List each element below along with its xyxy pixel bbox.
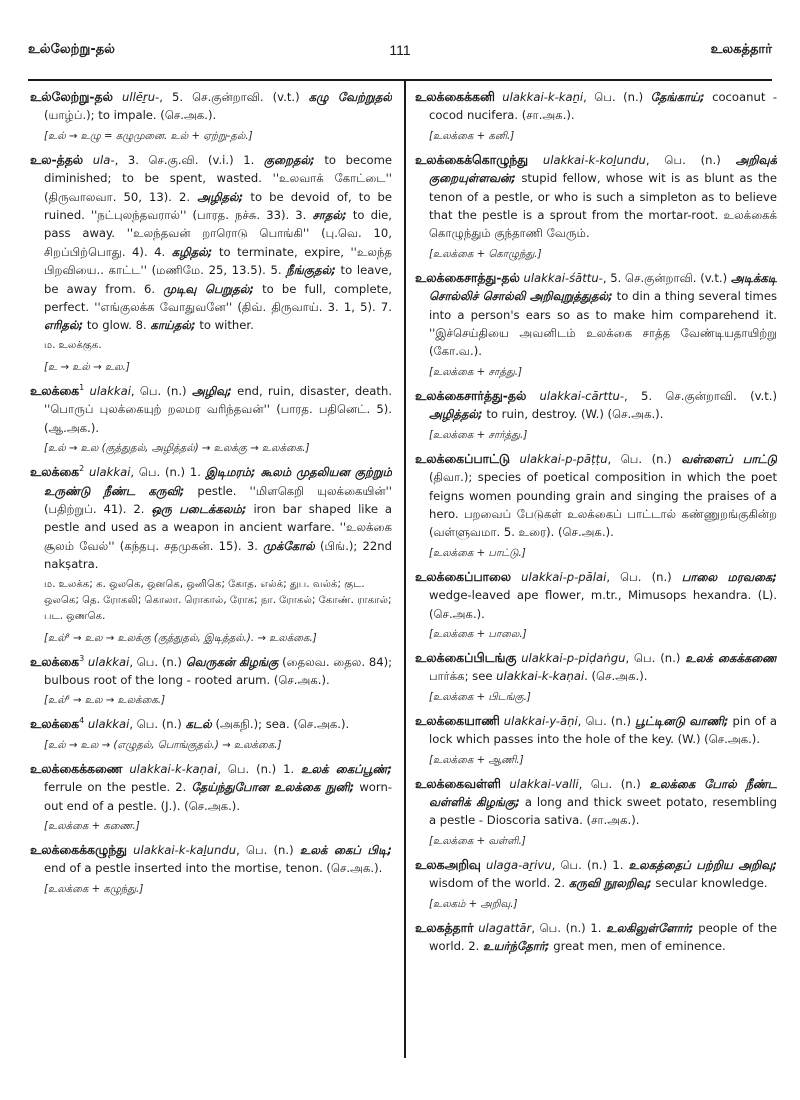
headword: உலக்கைசார்த்து-தல் xyxy=(415,387,527,403)
headword: உலக்கையாணி xyxy=(415,712,500,728)
entry-body xyxy=(30,760,392,815)
headword: உலகஅறிவு xyxy=(415,856,481,872)
entry-body xyxy=(415,712,777,749)
definition-text: to be full, complete, perfect. ''எங்குலக்க வோதுவனே'' (திவ். திருவாய். 3. 1, 5). 7. xyxy=(44,281,392,315)
headword: உலக்கை xyxy=(30,382,80,398)
definition-text: , பெ. (n.) 1. xyxy=(531,920,607,935)
definition-text: wedge-leaved ape flower, m.tr., Mimusops hexandra. (L). (செ.அக.). xyxy=(429,588,777,621)
dictionary-entry xyxy=(30,88,392,145)
tamil-gloss: உலக் கைப்பூண்; xyxy=(301,761,392,776)
entry-body xyxy=(415,919,777,956)
tamil-gloss: அழித்தல்; xyxy=(429,407,483,422)
tamil-gloss: அழிவு; xyxy=(191,383,232,398)
etymology: [உலக்கை + சார்த்து.] xyxy=(429,429,528,441)
transliteration: ulaga-aṟivu xyxy=(485,857,552,872)
dictionary-entry xyxy=(415,856,777,913)
definition-text xyxy=(528,153,543,167)
dictionary-entry xyxy=(415,269,777,381)
definition-text: end of a pestle inserted into the mortise, tenon. (செ.அக.). xyxy=(44,861,383,876)
definition-text: , 3. செ.கு.வி. (v.i.) 1. xyxy=(114,152,264,167)
headword: உல்லேற்று-தல் xyxy=(30,89,113,104)
headword: உலக்கைப்பிடங்கு xyxy=(415,649,517,665)
dictionary-entry xyxy=(30,841,392,898)
definition-text: , 5. செ.குன்றாவி. (v.t.) xyxy=(159,90,309,104)
definition-text: people of the world. 2. xyxy=(429,920,777,953)
definition-text: to ruin, destroy. (W.) (செ.அக.). xyxy=(482,407,664,422)
cognates-note: ம. உலக்குக. xyxy=(44,339,102,351)
etymology: [உல் → உழு = கழுமுனை. உல் + ஏற்று-தல்.] xyxy=(44,130,253,142)
definition-text: to be devoid of, to be ruined. ''நட்புலந்தவரால்'' (பாரத. நச்சு. 33). 3. xyxy=(44,189,392,223)
entry-body xyxy=(415,269,777,361)
headword: உலக்கைக்கனி xyxy=(415,89,495,104)
etymology: [உலக்கை + பிடங்கு.] xyxy=(429,691,531,703)
definition-text: great men, men of eminence. xyxy=(549,939,726,953)
headword: உலக்கை xyxy=(30,653,80,669)
definition-text: to din a thing several times into a person's ears so as to make him comparehend it. ''இச்செய்தியை அவனிடம் உலக்கை சாத்த வேண்டியதாயிற்று (கோ.வ.). xyxy=(429,289,777,359)
etymology: [உல் → உல (குத்துதல், அழித்தல்) → உலக்கு → உலக்கை.] xyxy=(44,443,310,455)
dictionary-entry xyxy=(415,649,777,706)
transliteration: ulakkai-k-kaḻundu xyxy=(133,842,237,857)
tamil-gloss: பூட்டினடு வாணி; xyxy=(635,713,729,728)
definition-text: , பெ. (n.) xyxy=(130,383,192,398)
tamil-gloss: உலக் கைக்கணை xyxy=(685,650,777,665)
headword: உலக்கைசாத்து-தல் xyxy=(415,269,520,285)
entry-body xyxy=(30,715,392,733)
homograph-number: 1 xyxy=(79,383,85,393)
etymology: [உலகம் + அறிவு.] xyxy=(429,898,518,910)
headword: உலக்கை xyxy=(30,464,80,480)
definition-text: to glow. 8. xyxy=(83,318,151,333)
definition-text: (யாழ்ப்.); to impale. (செ.அக.). xyxy=(44,108,217,123)
definition-text: to terminate, expire, ''உலந்த பிறவியை.. காட்ட'' (மணிமே. 25, 13.5). 5. xyxy=(44,244,392,278)
etymology: [உலக்கை + பாலை.] xyxy=(429,628,527,640)
definition-text: , பெ. (n.) 1. xyxy=(130,465,206,480)
definition-text: , பெ. (n.) xyxy=(577,713,636,728)
cognates-note: ம. உலக்க; க. ஒலகெ, ஒனகெ, ஒனிகெ; கோத. எல்க்; துப. வல்க்; குட. ஒலகெ; தெ. ரோகலி; கொலா. ரொகால், ரோக; நா. ரோகல்; கோண். ராகால்; பட. ஒணகெ. xyxy=(44,578,392,622)
definition-text: cocoanut - cocod nucifera. (சா.அக.). xyxy=(429,90,777,123)
definition-text: , பெ. (n.) xyxy=(129,654,186,669)
tamil-gloss: அடிக்கடி சொல்லிச் சொல்லி அறிவுறுத்துதல்; xyxy=(429,270,777,304)
etymology: [உலக்கை + ஆணி.] xyxy=(429,754,524,766)
tamil-gloss: தேய்ந்துபோன உலக்கை நுனி; xyxy=(191,780,355,795)
definition-text: , பெ. (n.) 1. xyxy=(551,857,629,872)
transliteration: ula- xyxy=(92,152,115,167)
entry-body xyxy=(415,775,777,830)
tamil-gloss: காய்தல்; xyxy=(150,318,196,333)
definition-text: to become diminished; to be spent, wasted. ''உலவாக் கோட்டை'' (திருவாலவா. 50, 13). 2. xyxy=(44,152,392,204)
etymology: [உ → உல் → உல.] xyxy=(44,361,130,373)
definition-text: to leave, be away from. 6. xyxy=(44,263,392,296)
etymology: [உலக்கை + சாத்து.] xyxy=(429,366,523,378)
right-column xyxy=(415,88,777,1073)
tamil-gloss: சாதல்; xyxy=(312,208,347,223)
transliteration: ulakkai xyxy=(87,654,130,669)
dictionary-entry xyxy=(30,653,392,710)
definition-text: to die, pass away. ''உலந்தவன் றாரொடு பொங்கி'' (பு.வெ. 10, சிறப்பிற்பொது. 4). 4. xyxy=(44,208,392,259)
definition-text: பார்க்க; see xyxy=(429,669,497,684)
tamil-gloss: கருவி நூலறிவு; xyxy=(568,876,652,891)
headword: உலக்கைக்கழுந்து xyxy=(30,841,127,857)
definition-text: , 5. செ.குன்றாவி. (v.t.) xyxy=(624,388,777,403)
headword: உலக்கைப்பாட்டு xyxy=(415,450,510,466)
definition-text: to wither. xyxy=(195,318,254,333)
page-number: 111 xyxy=(389,42,411,58)
transliteration: ulakkai-k-koḻundu xyxy=(542,152,646,167)
dictionary-entry xyxy=(30,760,392,835)
transliteration: ulakkai xyxy=(88,465,131,480)
definition-text xyxy=(526,389,539,403)
tamil-gloss: வெருகன் கிழங்கு xyxy=(185,654,279,669)
definition-text: stupid fellow, whose wit is as blunt as the tenon of a pestle, or who is such a simpleton as to believe that the pestle is a sprout from the mortar-root. உலக்கைக் கொழுந்தும் குந்தாணி வேரும். xyxy=(429,171,777,241)
homograph-number: 2 xyxy=(79,464,85,474)
tamil-gloss: ஒரு படைக்கலம்; xyxy=(151,501,247,516)
definition-text: , பெ. (n.) xyxy=(606,569,682,584)
definition-text: , 5. செ.குன்றாவி. (v.t.) xyxy=(602,270,731,285)
entry-body xyxy=(30,841,392,878)
entry-body xyxy=(30,88,392,125)
dictionary-entry xyxy=(415,712,777,769)
definition-text: (அகநி.); sea. (செ.அக.). xyxy=(211,717,350,732)
dictionary-entry xyxy=(415,568,777,643)
headword: உலக்கைவள்ளி xyxy=(415,775,501,791)
transliteration: ulakkai-p-piḍaṅgu xyxy=(521,650,626,665)
etymology: [உல் → உல → (எழுதல், பொங்குதல்.) → உலக்கை.] xyxy=(44,739,282,751)
entry-body xyxy=(415,568,777,623)
left-guide-word: உல்லேற்று-தல் xyxy=(28,42,115,57)
tamil-gloss: பாலை மரவகை; xyxy=(681,569,777,584)
tamil-gloss: உலகிலுள்ளோர்; xyxy=(606,920,694,935)
tamil-gloss: உயர்ந்தோர்; xyxy=(483,939,550,953)
definition-text: end, ruin, disaster, death. ''பொருப் புலக்கையுற் றலமர வரிந்தவன்'' (பாரத. பதினெட். 5). (ஆ.அக.). xyxy=(44,383,392,435)
etymology: [உலக்கை + கொழுந்து.] xyxy=(429,248,542,260)
homograph-number: 4 xyxy=(79,716,85,726)
header-rule xyxy=(28,79,772,81)
entry-body xyxy=(30,151,392,335)
entry-body xyxy=(415,450,777,542)
definition-text: (தைலவ. தைல. 84); bulbous root of the long - rooted arum. (செ.அக.). xyxy=(44,654,392,687)
transliteration: ulagattār xyxy=(478,920,532,935)
definition-text: . (செ.அக.). xyxy=(584,669,648,684)
tamil-gloss: முக்கோல் xyxy=(263,538,315,553)
definition-text: (பிங்.); 22nd nakṣatra. xyxy=(44,538,392,572)
dictionary-entry xyxy=(415,88,777,145)
entry-body xyxy=(415,649,777,686)
transliteration: ulakkai xyxy=(87,717,130,732)
dictionary-entry xyxy=(30,463,392,646)
dictionary-entry xyxy=(415,387,777,444)
definition-text: , பெ. (n.) xyxy=(645,152,736,167)
entry-body xyxy=(30,382,392,437)
headword: உலகத்தார் xyxy=(415,919,474,935)
transliteration: ulakkai-p-pālai xyxy=(521,569,607,584)
definition-text xyxy=(511,570,521,584)
tamil-gloss: வள்ளைப் பாட்டு xyxy=(681,451,777,466)
definition-text: , பெ. (n.) 1. xyxy=(217,761,301,776)
transliteration: ulakkai-p-pāṭṭu xyxy=(519,451,608,466)
right-guide-word: உலகத்தார் xyxy=(710,42,772,57)
definition-text: pestle. ''மிளகெறி யுலக்கையின்'' (பதிற்றுப். 41). 2. xyxy=(44,483,392,516)
tamil-gloss: கடல் xyxy=(185,717,212,732)
dictionary-entry xyxy=(415,919,777,956)
tamil-gloss: தேங்காய்; xyxy=(650,90,705,104)
definition-text xyxy=(113,90,122,104)
transliteration: ulakkai-k-kaṉi xyxy=(502,90,584,104)
tamil-gloss: குறைதல்; xyxy=(263,152,315,167)
definition-text: , பெ. (n.) xyxy=(236,842,300,857)
definition-text: ferrule on the pestle. 2. xyxy=(44,780,192,795)
tamil-gloss: முடிவு பெறுதல்; xyxy=(163,281,255,296)
etymology: [உலக்கை + வள்ளி.] xyxy=(429,835,526,847)
etymology: [உலக்கை + கணை.] xyxy=(44,820,140,832)
definition-text: secular knowledge. xyxy=(651,876,768,891)
entry-body xyxy=(30,463,392,573)
definition-text: pin of a lock which passes into the hole of the key. (W.) (செ.அக.). xyxy=(429,713,777,747)
homograph-number: 3 xyxy=(79,653,85,663)
dictionary-entry xyxy=(415,450,777,562)
transliteration: ulakkai-k-kaṇai xyxy=(496,669,585,684)
definition-text: , பெ. (n.) xyxy=(625,650,686,665)
transliteration: ullēṟu- xyxy=(122,90,160,104)
etymology: [உலக்கை + கழுந்து.] xyxy=(44,883,144,895)
tamil-gloss: இடிமரம்; கூலம் முதலியன குற்றும் உருண்டு நீண்ட கருவி; xyxy=(44,465,392,498)
definition-text: , பெ. (n.) xyxy=(583,90,651,104)
tamil-gloss: உலக்கை போல் நீண்ட வள்ளிக் கிழங்கு; xyxy=(429,776,777,809)
dictionary-entry xyxy=(415,151,777,263)
headword: உலக்கைக்கணை xyxy=(30,760,123,776)
tamil-gloss: உலக் கைப் பிடி; xyxy=(299,842,392,857)
entry-body xyxy=(415,856,777,893)
definition-text: iron bar shaped like a pestle and used as a weapon in ancient warfare. ''உலக்கை சூலம் வேல்'' (கந்தபு. சதமுகன். 15). 3. xyxy=(44,501,392,553)
entry-body xyxy=(415,88,777,125)
definition-text: worn-out end of a pestle. (J.). (செ.அக.). xyxy=(44,780,392,813)
definition-text xyxy=(83,153,93,167)
entry-body xyxy=(30,653,392,690)
transliteration: ulakkai-cārttu- xyxy=(539,388,625,403)
transliteration: ulakkai xyxy=(89,383,131,398)
transliteration: ulakkai-y-āṇi xyxy=(503,713,578,728)
etymology: [உலக்கை + பாட்டு.] xyxy=(429,547,526,559)
transliteration: ulakkai-k-kaṇai xyxy=(129,761,218,776)
dictionary-entry xyxy=(30,382,392,457)
dictionary-entry xyxy=(415,775,777,850)
tamil-gloss: உலகத்தைப் பற்றிய அறிவு; xyxy=(628,857,777,872)
page-header xyxy=(28,42,772,66)
headword: உல-த்தல் xyxy=(30,151,84,167)
definition-text: , பெ. (n.) xyxy=(607,451,682,466)
tamil-gloss: அழிதல்; xyxy=(197,189,244,204)
etymology: [உலக்கை + கனி.] xyxy=(429,130,515,142)
column-divider xyxy=(404,80,406,1058)
tamil-gloss: எரிதல்; xyxy=(44,318,84,333)
tamil-gloss: கழிதல்; xyxy=(171,244,213,259)
transliteration: ulakkai-valli xyxy=(509,776,579,791)
dictionary-entry xyxy=(30,715,392,753)
transliteration: ulakkai-śāttu- xyxy=(523,270,603,285)
etymology: [உல்⁶ → உல → உலக்கை.] xyxy=(44,695,166,707)
headword: உலக்கைக்கொழுந்து xyxy=(415,151,529,167)
headword: உலக்கை xyxy=(30,716,80,732)
definition-text: , பெ. (n.) xyxy=(578,776,650,791)
etymology: [உல்⁸ → உல → உலக்கு (குத்துதல், இடித்தல்.). → உலக்கை.] xyxy=(44,632,317,644)
tamil-gloss: நீங்குதல்; xyxy=(286,263,336,278)
entry-body xyxy=(415,151,777,243)
left-column xyxy=(30,88,392,1073)
entry-body xyxy=(415,387,777,424)
tamil-gloss: கழு வேற்றுதல் xyxy=(308,90,392,104)
definition-text: a long and thick sweet potato, resembling a pestle - Dioscoria sativa. (சா.அக.). xyxy=(429,794,777,828)
tamil-gloss: அறிவுக் குறையுள்ளவன்; xyxy=(429,152,777,186)
definition-text: , பெ. (n.) xyxy=(129,717,186,732)
headword: உலக்கைப்பாலை xyxy=(415,568,512,584)
definition-text: wisdom of the world. 2. xyxy=(429,876,569,891)
definition-text: (திவா.); species of poetical composition in which the poet feigns women pounding grain and singing the praises of a hero. பறவைப் பேடுகள் உலக்கைப் பாட்டால் கண்ணுறங்குகின்ற (வள்ளுவமா. 5. உரை). (செ.அக.). xyxy=(429,470,777,540)
dictionary-entry xyxy=(30,151,392,376)
